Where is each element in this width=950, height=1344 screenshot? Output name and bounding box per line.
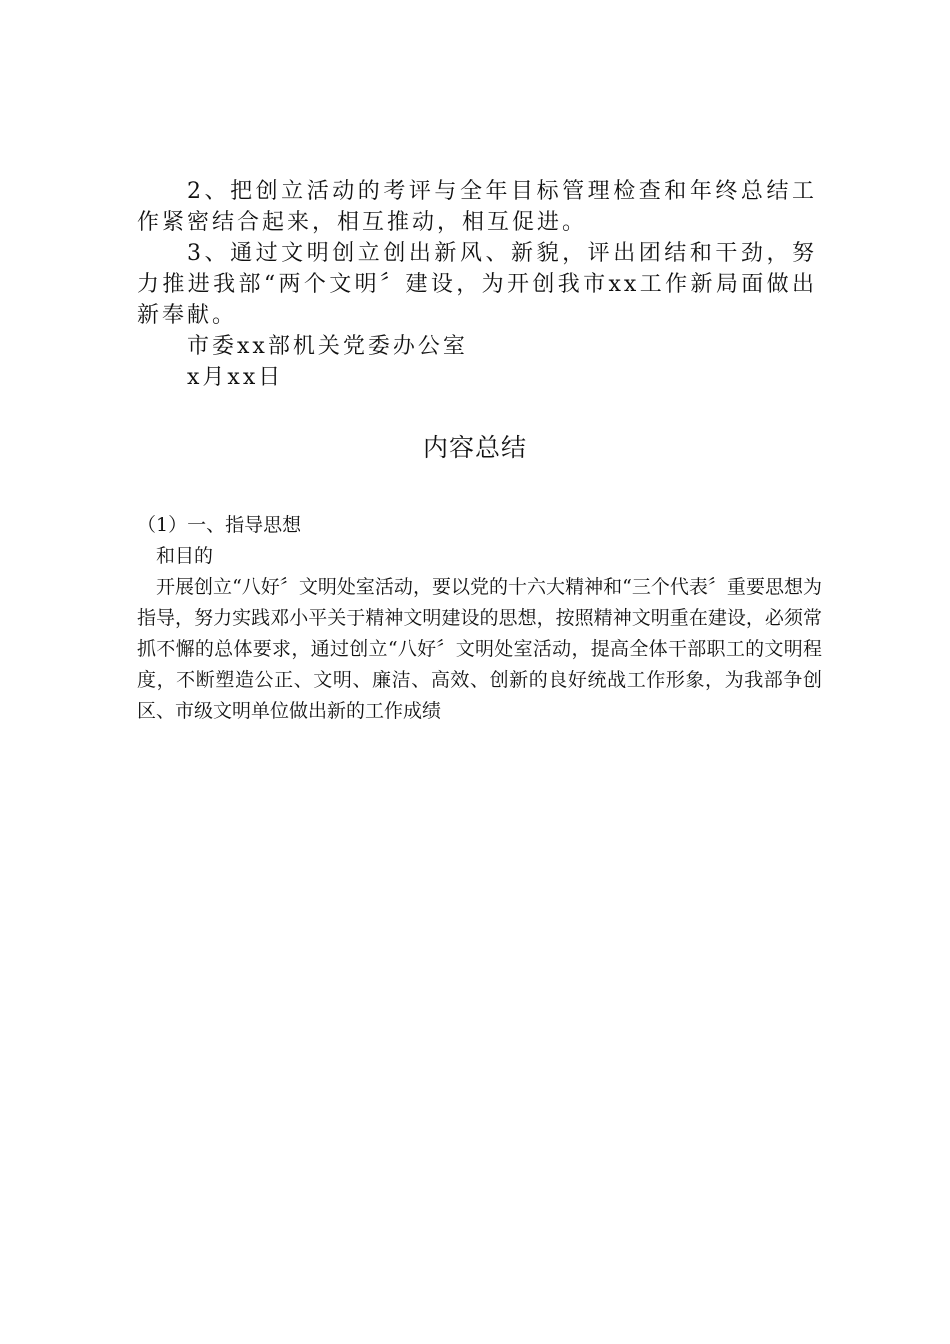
summary-body: 开展创立“八好〞文明处室活动，要以党的十六大精神和“三个代表〞重要思想为指导，努力实践邓小平关于精神文明建设的思想，按照精神文明重在建设，必须常抓不懈的总体要求，通过创立“八好〞文明处室活动，提高全体干部职工的文明程度，不断塑造公正、文明、廉洁、高效、创新的良好统战工作形象，为我部争创区、市级文明单位做出新的工作成绩 xyxy=(137,576,822,722)
paragraph-item-3: 3、通过文明创立创出新风、新貌，评出团结和干劲，努力推进我部“两个文明〞建设，为开创我市xx工作新局面做出新奉献。 xyxy=(137,241,817,328)
summary-title: 内容总结 xyxy=(422,433,527,462)
signature-organization: 市委xx部机关党委办公室 xyxy=(187,334,468,359)
summary-section xyxy=(137,510,822,727)
signature-date: x月xx日 xyxy=(187,365,284,390)
document-body xyxy=(137,176,817,393)
paragraph-item-2: 2、把创立活动的考评与全年目标管理检查和年终总结工作紧密结合起来，相互推动，相互促进。 xyxy=(137,179,817,235)
summary-subheading: 和目的 xyxy=(156,545,214,567)
summary-heading: （1）一、指导思想 xyxy=(137,514,302,536)
